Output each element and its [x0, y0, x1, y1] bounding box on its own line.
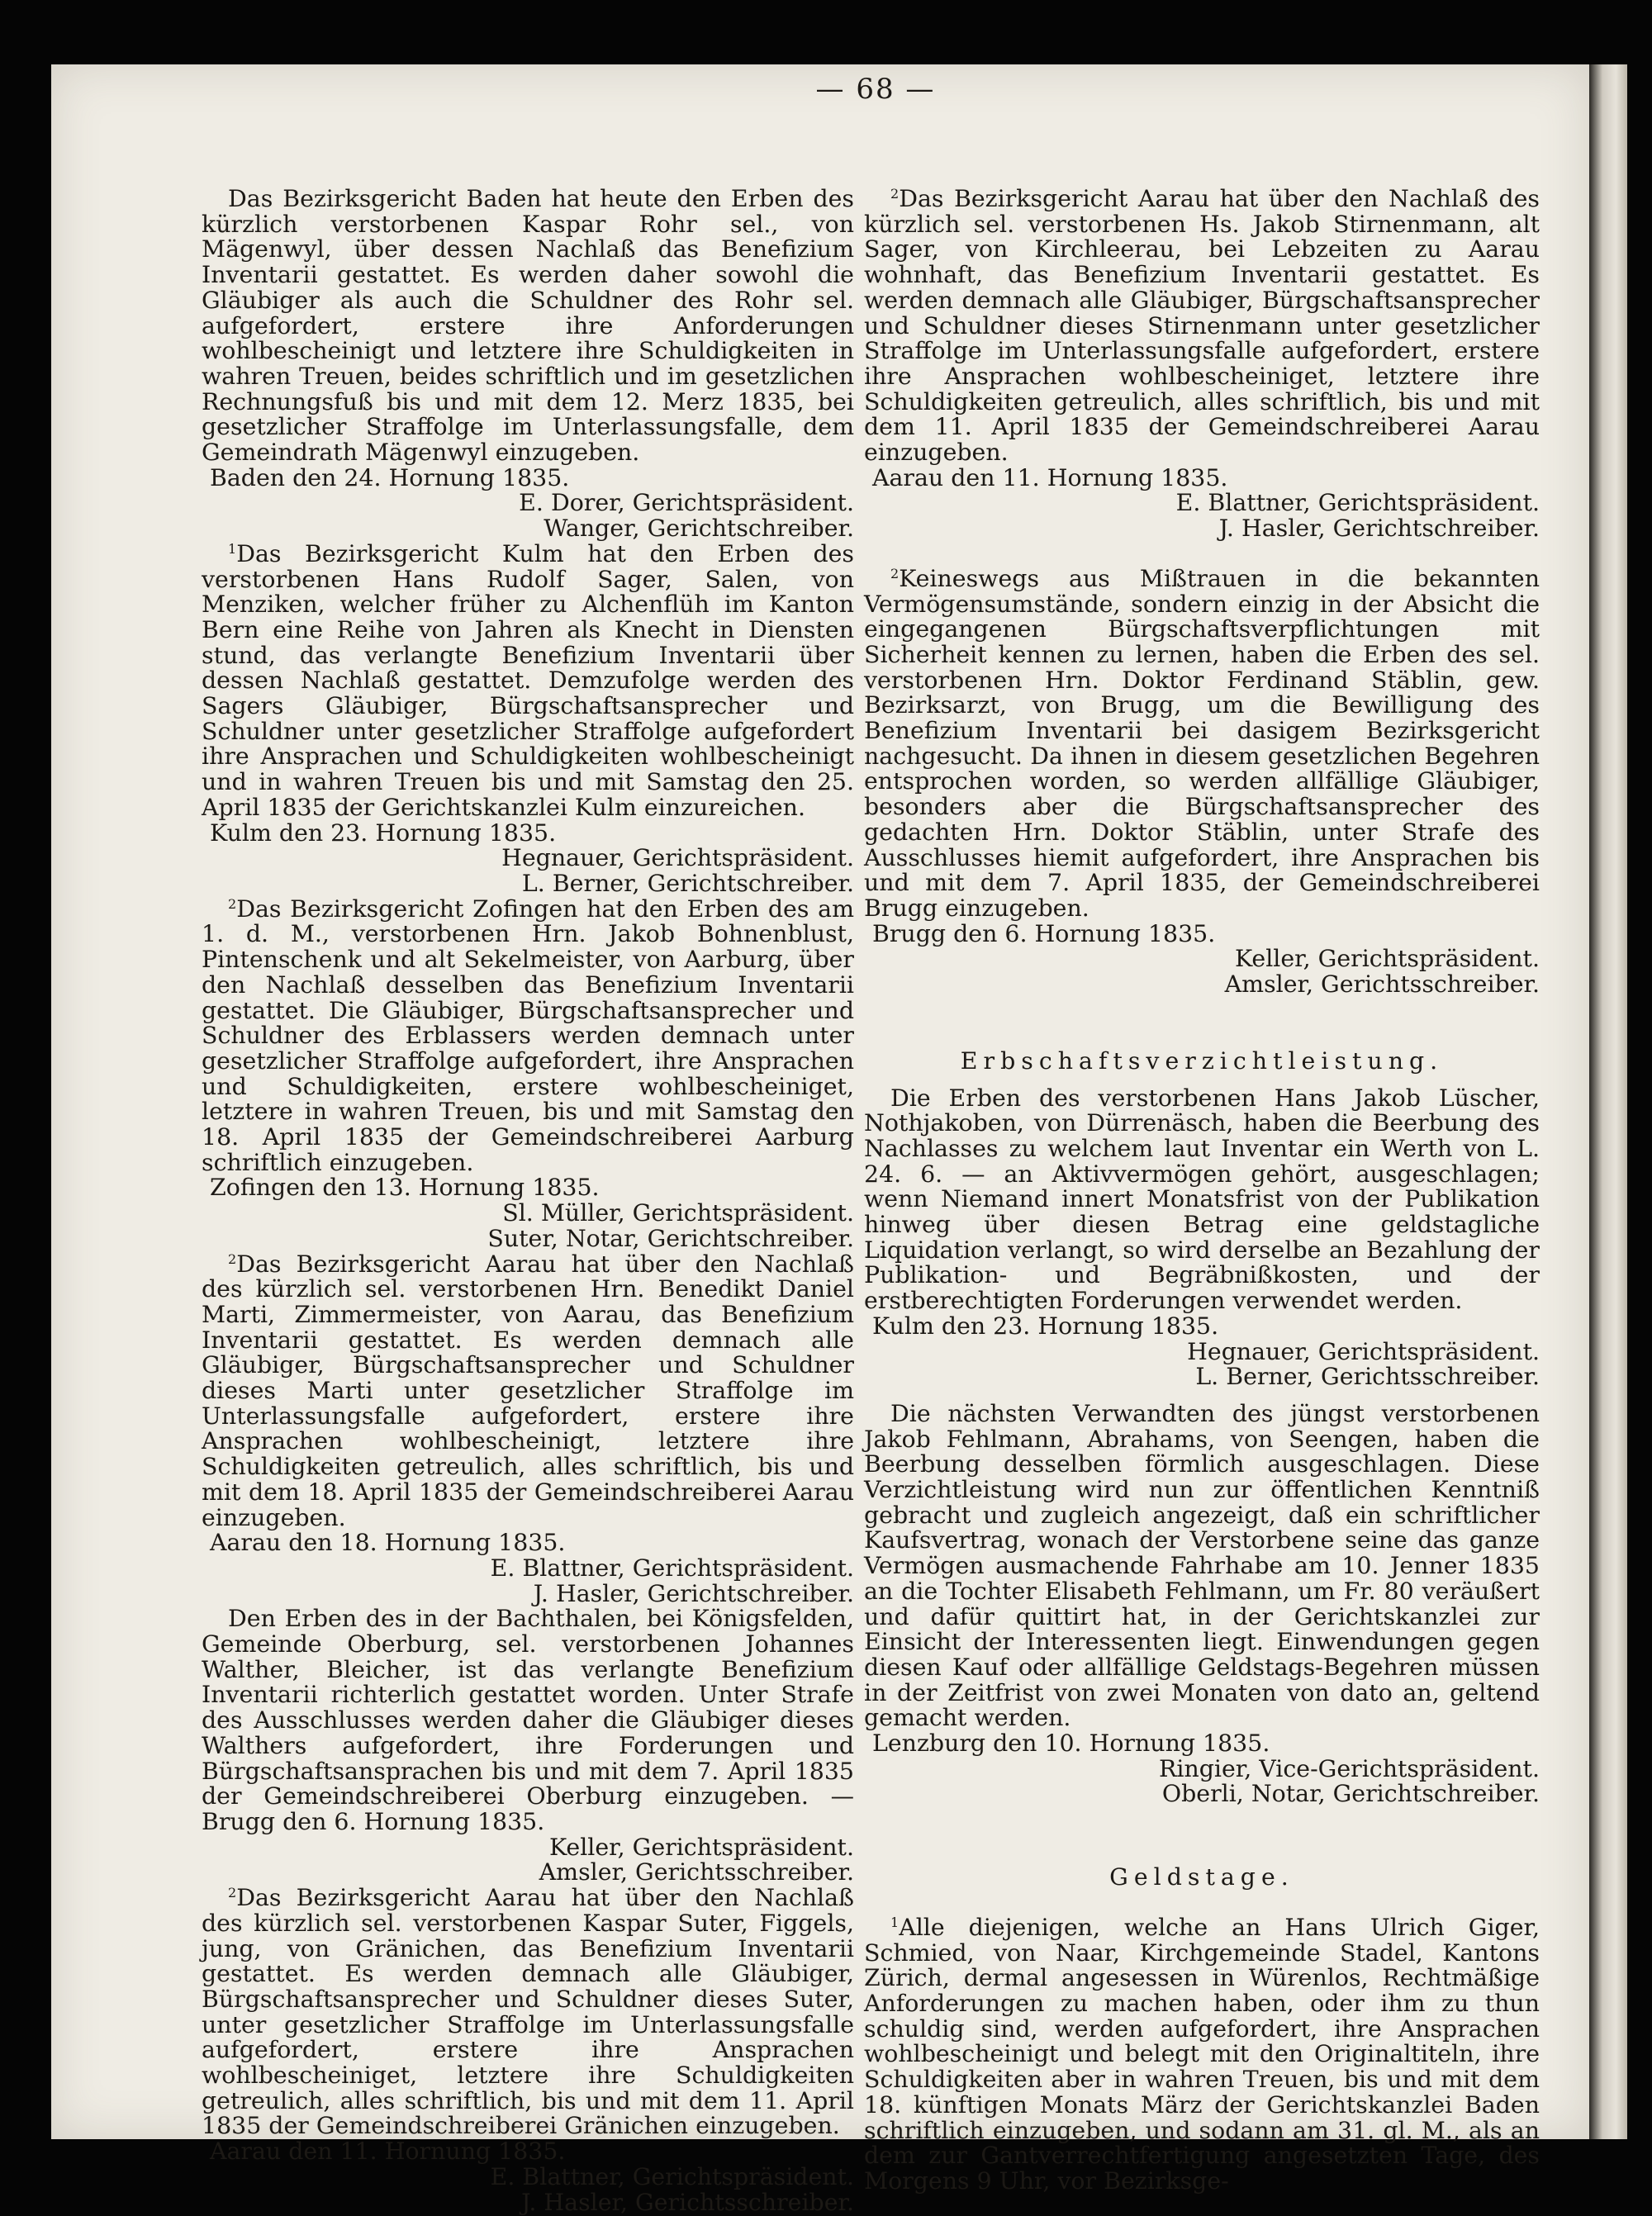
- right-column: [864, 187, 1540, 2195]
- signature: L. Berner, Gerichtschreiber.: [521, 869, 854, 897]
- signature: Oberli, Notar, Gerichtschreiber.: [1161, 1780, 1540, 1808]
- signature: Hegnauer, Gerichtspräsident.: [501, 844, 854, 872]
- spacer: [864, 998, 1540, 1049]
- signature: Amsler, Gerichtsschreiber.: [1224, 970, 1540, 999]
- notice-wuerenlos-giger: [864, 1915, 1540, 2195]
- notice-kulm-sager: [202, 539, 854, 821]
- signature: Keller, Gerichtspräsident.: [1234, 945, 1540, 973]
- notice-date: Aarau den 11. Hornung 1835.: [210, 2138, 566, 2166]
- notice-text: Das Bezirksgericht Aarau hat über den Nachlaß des kürzlich sel. verstorbenen Hs. Jakob Stirnenmann, alt Sager, von Kirchleerau, bei Lebzeiten zu Aarau wohnhaft, das Benefizium Inventarii gestattet. Es werden demnach alle Gläubiger, Bürgschaftsansprecher und Schuldner dieses Stirnenmann unter gesetzlicher Straffolge im Unterlassungsfalle aufgefordert, erstere ihre Ansprachen wohlbescheiniget, letztere ihre Schuldigkeiten getreulich, alles schriftlich, bis und mit dem 11. April 1835 der Gemeindschreiberei Aarau einzugeben.: [864, 185, 1540, 467]
- notice-text: Das Bezirksgericht Kulm hat den Erben des verstorbenen Hans Rudolf Sager, Salen, von Menziken, welcher früher zu Alchenflüh im Kanton Bern eine Reihe von Jahren als Knecht in Diensten stund, das verlangte Benefizium Inventarii über dessen Nachlaß gestattet. Demzufolge werden des Sagers Gläubiger, Bürgschaftsansprecher und Schuldner unter gesetzlicher Straffolge aufgefordert ihre Ansprachen und Schuldigkeiten wohlbescheinigt und in wahren Treuen bis und mit Samstag den 25. April 1835 der Gerichtskanzlei Kulm einzureichen.: [202, 539, 854, 821]
- signature: E. Dorer, Gerichtspräsident.: [519, 489, 854, 517]
- signature: Wanger, Gerichtschreiber.: [544, 515, 854, 543]
- notice-date: Lenzburg den 10. Hornung 1835.: [872, 1730, 1270, 1758]
- signature: Ringier, Vice-Gerichtspräsident.: [1159, 1754, 1540, 1782]
- signature: J. Hasler, Gerichtsschreiber.: [521, 2188, 854, 2216]
- spacer: [864, 1807, 1540, 1865]
- page-number: — 68 —: [815, 73, 936, 106]
- notice-zofingen-bohnenblust: [202, 894, 854, 1176]
- page-fold-edge: [1589, 64, 1627, 2139]
- notice-date: Kulm den 23. Hornung 1835.: [872, 1312, 1219, 1340]
- notice-aarau-suter: [202, 1886, 854, 2139]
- notice-mark: 2: [228, 895, 237, 912]
- signature: E. Blattner, Gerichtspräsident.: [1175, 489, 1540, 517]
- notice-mark: 2: [228, 1885, 237, 1901]
- notice-oberburg-walther: Den Erben des in der Bachthalen, bei Königsfelden, Gemeinde Oberburg, sel. verstorbenen Johannes Walther, Bleicher, ist das verlangte Benefizium Inventarii richterlich gestattet worden. Unter Strafe des Ausschlusses werden daher die Gläubiger dieses Walthers aufgefordert, ihre Forderungen und Bürgschaftsansprachen bis und mit dem 7. April 1835 der Gemeindschreiberei Oberburg einzugeben. — Brugg den 6. Hornung 1835.: [202, 1605, 854, 1835]
- signature: J. Hasler, Gerichtschreiber.: [533, 1579, 854, 1607]
- notice-seengen-fehlmann: Die nächsten Verwandten des jüngst verstorbenen Jakob Fehlmann, Abrahams, von Seengen, haben die Beerbung desselben förmlich ausgeschlagen. Diese Verzichtleistung wird nun zur öffentlichen Kenntniß gebracht und zugleich angezeigt, daß ein schriftlicher Kaufsvertrag, wonach der Verstorbene seine das ganze Vermögen ausmachende Fahrhabe am 10. Jenner 1835 an die Tochter Elisabeth Fehlmann, um Fr. 80 veräußert und dafür quittirt hat, in der Gerichtskanzlei zur Einsicht der Interessenten liegt. Einwendungen gegen diesen Kauf oder allfällige Geldstags-Begehren müssen in der Zeitfrist von zwei Monaten von dato an, geltend gemacht werden.: [864, 1399, 1540, 1732]
- signature: E. Blattner, Gerichtspräsident.: [490, 2162, 854, 2190]
- notice-text: Das Bezirksgericht Aarau hat über den Nachlaß des kürzlich sel. verstorbenen Hrn. Benedikt Daniel Marti, Zimmermeister, von Aarau, das Benefizium Inventarii gestattet. Es werden demnach alle Gläubiger, Bürgschaftsansprecher und Schuldner dieses Marti unter gesetzlicher Straffolge im Unterlassungsfalle aufgefordert, erstere ihre Ansprachen wohlbescheinigt, letztere ihre Schuldigkeiten getreulich, alles schriftlich, bis und mit dem 18. April 1835 der Gemeindschreiberei Aarau einzugeben.: [202, 1250, 854, 1531]
- notice-brugg-staeblin: [864, 564, 1540, 922]
- notice-date: Aarau den 11. Hornung 1835.: [872, 463, 1228, 491]
- notice-mark: 1: [228, 540, 237, 557]
- spacer: [864, 542, 1540, 567]
- notice-baden-rohr: Das Bezirksgericht Baden hat heute den Erben des kürzlich verstorbenen Kaspar Rohr sel., von Mägenwyl, über dessen Nachlaß das Benefizium Inventarii gestattet. Es werden daher sowohl die Gläubiger als auch die Schuldner des Rohr sel. aufgefordert, erstere ihre Anforderungen wohlbescheinigt und letztere ihre Schuldigkeiten in wahren Treuen, beides schriftlich und im gesetzlichen Rechnungsfuß bis und mit dem 12. Merz 1835, bei gesetzlicher Straffolge im Unterlassungsfalle, dem Gemeindrath Mägenwyl einzugeben.: [202, 185, 854, 467]
- signature: J. Hasler, Gerichtschreiber.: [1218, 515, 1540, 543]
- notice-date: Brugg den 6. Hornung 1835.: [872, 919, 1216, 947]
- spacer: [864, 1891, 1540, 1915]
- notice-text: Das Bezirksgericht Aarau hat über den Nachlaß des kürzlich sel. verstorbenen Kaspar Suter, Figgels, jung, von Gränichen, das Benefizium Inventarii gestattet. Es werden demnach alle Gläubiger, Bürgschaftsansprecher und Schuldner dieses Suter, unter gesetzlicher Straffolge im Unterlassungsfalle aufgefordert, erstere ihre Ansprachen wohlbescheiniget, letztere ihre Schuldigkeiten getreulich, alles schriftlich, bis und mit dem 11. April 1835 der Gemeindschreiberei Gränichen einzugeben.: [202, 1884, 854, 2140]
- notice-aarau-stirnenmann: [864, 187, 1540, 466]
- notice-text: Keineswegs aus Mißtrauen in die bekannten Vermögensumstände, sondern einzig in der Absicht die eingegangenen Bürgschaftsverpflichtungen mit Sicherheit kennen zu lernen, haben die Erben des sel. verstorbenen Hrn. Doktor Ferdinand Stäblin, gew. Bezirksarzt, von Brugg, um die Bewilligung des Benefizium Inventarii bei dasigem Bezirksgericht nachgesucht. Da ihnen in diesem gesetzlichen Begehren entsprochen worden, so werden allfällige Gläubiger, besonders aber die Bürgschaftsansprecher des gedachten Hrn. Doktor Stäblin, unter Strafe des Ausschlusses hiemit aufgefordert, ihre Ansprachen bis und mit dem 7. April 1835, der Gemeindschreiberei Brugg einzugeben.: [864, 564, 1540, 922]
- section-heading-erbschaftsverzicht: Erbschaftsverzichtleistung.: [960, 1046, 1444, 1075]
- notice-text: Alle diejenigen, welche an Hans Ulrich Giger, Schmied, von Naar, Kirchgemeinde Stadel, Kantons Zürich, dermal angesessen in Würenlos, Rechtmäßige Anforderungen zu machen haben, oder ihm zu thun schuldig sind, werden aufgefordert, ihre Ansprachen wohlbescheinigt und belegt mit den Originaltiteln, ihre Schuldigkeiten aber in wahren Treuen, bis und mit dem 18. künftigen Monats März der Gerichtskanzlei Baden schriftlich einzugeben, und sodann am 31. gl. M., als an dem zur Gantverrechtfertigung angesetzten Tage, des Morgens 9 Uhr, vor Bezirksge-: [864, 1913, 1540, 2195]
- notice-date: Aarau den 18. Hornung 1835.: [210, 1529, 566, 1557]
- notice-date: Zofingen den 13. Hornung 1835.: [210, 1174, 600, 1202]
- notice-date: Baden den 24. Hornung 1835.: [210, 463, 570, 491]
- signature: Amsler, Gerichtsschreiber.: [539, 1858, 854, 1886]
- signature: L. Berner, Gerichtsschreiber.: [1195, 1363, 1540, 1391]
- notice-mark: 2: [228, 1250, 237, 1267]
- notice-aarau-marti: [202, 1252, 854, 1531]
- notice-mark: 2: [890, 186, 900, 202]
- notice-kulm-luescher: Die Erben des verstorbenen Hans Jakob Lüscher, Nothjakoben, von Dürrenäsch, haben die Beerbung des Nachlasses zu welchem laut Inventar ein Werth von L. 24. 6. — an Aktivvermögen gehört, ausgeschlagen; wenn Niemand innert Monatsfrist von der Publikation hinweg über diesen Betrag eine geldstagliche Liquidation verlangt, so wird derselbe an Bezahlung der Publikation- und Begräbnißkosten, und der erstberechtigten Forderungen verwendet werden.: [864, 1084, 1540, 1315]
- notice-date: Kulm den 23. Hornung 1835.: [210, 819, 557, 847]
- left-column: [202, 187, 854, 2215]
- signature: Keller, Gerichtspräsident.: [548, 1833, 854, 1861]
- notice-text: Das Bezirksgericht Zofingen hat den Erben des am 1. d. M., verstorbenen Hrn. Jakob Bohnenblust, Pintenschenk und alt Sekelmeister, von Aarburg, über den Nachlaß desselben das Benefizium Inventarii gestattet. Die Gläubiger, Bürgschaftsansprecher und Schuldner des Erblassers werden demnach unter gesetzlicher Straffolge aufgefordert, ihre Ansprachen und Schuldigkeiten, erstere wohlbescheiniget, letztere in wahren Treuen, bis und mit Samstag den 18. April 1835 der Gemeindschreiberei Aarburg schriftlich einzugeben.: [202, 894, 854, 1176]
- signature: E. Blattner, Gerichtspräsident.: [490, 1554, 854, 1582]
- notice-mark: 1: [890, 1914, 900, 1930]
- signature: Hegnauer, Gerichtspräsident.: [1187, 1337, 1540, 1365]
- signature: Suter, Notar, Gerichtschreiber.: [487, 1224, 854, 1252]
- signature: Sl. Müller, Gerichtspräsident.: [502, 1199, 854, 1227]
- section-heading-geldstage: Geldstage.: [1109, 1863, 1294, 1891]
- notice-mark: 2: [890, 565, 900, 581]
